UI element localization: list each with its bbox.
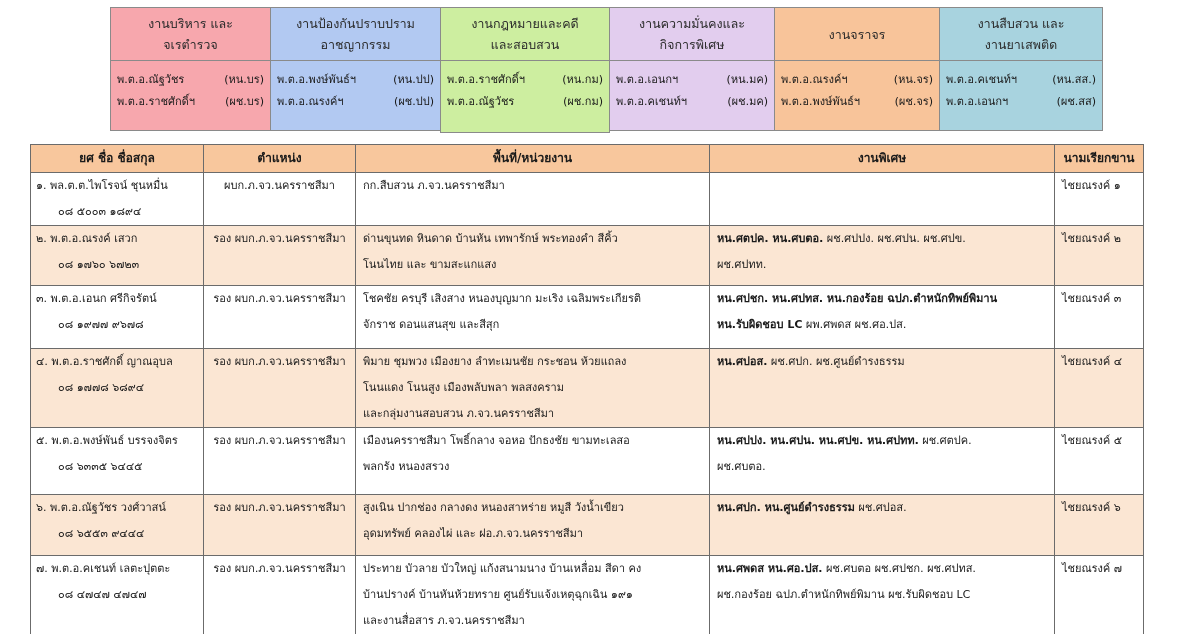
staff-name: พ.ต.อ.ณัฐวัชร [117, 69, 184, 91]
table-row [31, 173, 1144, 226]
staff-role: (ผช.ปป) [394, 91, 434, 113]
dept-staff-line [117, 69, 264, 91]
area-line: จักราช ดอนแสนสุข และสีสุก [363, 312, 702, 338]
dept-box-investigation [939, 7, 1103, 131]
area-line: โนนแดง โนนสูง เมืองพลับพลา พลสงคราม [363, 375, 702, 401]
area-line: กก.สืบสวน ภ.จว.นครราชสีมา [363, 173, 702, 199]
person-phone: ๐๘ ๑๗๖๐ ๖๗๒๓ [36, 252, 196, 278]
special-duty-assist: ผช.ศปก. ผช.ศูนย์ดำรงธรรม [767, 355, 904, 368]
area-cell [356, 349, 710, 428]
callsign-cell: ไชยณรงค์ ๗ [1055, 556, 1144, 634]
area-line: และงานสื่อสาร ภ.จว.นครราชสีมา [363, 608, 702, 634]
dept-title-line: และสอบสวน [491, 34, 560, 55]
staff-role: (ผช.บร) [225, 91, 264, 113]
area-cell [356, 226, 710, 286]
special-duty-lead: หน.ศตปค. หน.ศบตอ. [717, 232, 823, 245]
area-line: โนนไทย และ ขามสะแกแสง [363, 252, 702, 278]
special-duty-assist: ผช.ศบตอ. [717, 460, 766, 473]
name-cell [31, 286, 204, 349]
person-name: ๓. พ.ต.อ.เอนก ศรีกิจรัตน์ [36, 286, 196, 312]
special-line [717, 454, 1047, 480]
position-cell: รอง ผบก.ภ.จว.นครราชสีมา [204, 428, 356, 495]
area-line: ประทาย บัวลาย บัวใหญ่ แก้งสนามนาง บ้านเหลื่อม สีดา คง [363, 556, 702, 582]
area-cell [356, 428, 710, 495]
dept-staff-list [271, 61, 440, 113]
special-line [717, 556, 1047, 582]
staff-role: (หน.มค) [727, 69, 768, 91]
special-duty-assist: ผช.กองร้อย ฉปภ.ตำหนักทิพย์พิมาน ผช.รับผิดชอบ LC [717, 588, 970, 601]
dept-staff-line [946, 69, 1096, 91]
callsign-cell: ไชยณรงค์ ๔ [1055, 349, 1144, 428]
staff-name: พ.ต.อ.ณรงค์ฯ [781, 69, 848, 91]
dept-title-line: อาชญากรรม [321, 34, 391, 55]
special-duty-assist: ผช.ศปทท. [717, 258, 766, 271]
area-line: และกลุ่มงานสอบสวน ภ.จว.นครราชสีมา [363, 401, 702, 427]
dept-staff-line [117, 91, 264, 113]
position-cell: รอง ผบก.ภ.จว.นครราชสีมา [204, 556, 356, 634]
area-cell [356, 173, 710, 226]
person-name: ๖. พ.ต.อ.ณัฐวัชร วงศ์วาสน์ [36, 495, 196, 521]
special-duty-assist: ผช.ศปปง. ผช.ศปน. ผช.ศปข. [823, 232, 966, 245]
dept-staff-line [277, 91, 434, 113]
name-cell [31, 495, 204, 556]
dept-title-line: จเรตำรวจ [163, 34, 218, 55]
position-cell: รอง ผบก.ภ.จว.นครราชสีมา [204, 349, 356, 428]
special-duty-assist: ผช.ศตปค. [919, 434, 972, 447]
col-header-name: ยศ ชื่อ ชื่อสกุล [31, 145, 204, 173]
table-row [31, 495, 1144, 556]
special-duty-lead: หน.รับผิดชอบ LC [717, 318, 802, 331]
special-line [717, 582, 1047, 608]
table-row [31, 556, 1144, 634]
staff-name: พ.ต.อ.ราชศักดิ์ฯ [447, 69, 525, 91]
dept-title-line: งานบริหาร และ [148, 13, 233, 34]
callsign-cell: ไชยณรงค์ ๑ [1055, 173, 1144, 226]
position-cell: รอง ผบก.ภ.จว.นครราชสีมา [204, 226, 356, 286]
staff-role: (หน.กม) [562, 69, 603, 91]
name-cell [31, 173, 204, 226]
assignment-table [30, 144, 1144, 634]
dept-title [111, 8, 270, 61]
name-cell [31, 226, 204, 286]
dept-staff-line [781, 91, 933, 113]
staff-role: (หน.สส.) [1052, 69, 1096, 91]
area-cell [356, 495, 710, 556]
special-line [717, 226, 1047, 252]
dept-title-line: งานสืบสวน และ [978, 13, 1065, 34]
special-line [717, 286, 1047, 312]
dept-staff-list [111, 61, 270, 113]
position-cell: ผบก.ภ.จว.นครราชสีมา [204, 173, 356, 226]
col-header-area: พื้นที่/หน่วยงาน [356, 145, 710, 173]
dept-box-security [609, 7, 775, 131]
special-duty-assist: ผช.ศบตอ ผช.ศปชก. ผช.ศปทส. [822, 562, 975, 575]
area-line: สูงเนิน ปากช่อง กลางดง หนองสาหร่าย หมูสี วังน้ำเขียว [363, 495, 702, 521]
dept-staff-list [610, 61, 774, 113]
staff-name: พ.ต.อ.ราชศักดิ์ฯ [117, 91, 195, 113]
dept-staff-line [447, 69, 603, 91]
special-duty-lead: หน.ศปชก. หน.ศปทส. หน.กองร้อย ฉปภ.ตำหนักทิพย์พิมาน [717, 292, 997, 305]
person-name: ๗. พ.ต.อ.คเชนท์ เลตะปุตตะ [36, 556, 196, 582]
area-line: พลกรัง หนองสรวง [363, 454, 702, 480]
dept-staff-list [775, 61, 939, 113]
staff-role: (หน.บร) [224, 69, 264, 91]
special-duty-assist: ผช.ศปอส. [855, 501, 907, 514]
person-phone: ๐๘ ๑๙๗๗ ๙๖๗๘ [36, 312, 196, 338]
dept-title [940, 8, 1102, 61]
callsign-cell: ไชยณรงค์ ๕ [1055, 428, 1144, 495]
callsign-cell: ไชยณรงค์ ๖ [1055, 495, 1144, 556]
table-row [31, 226, 1144, 286]
staff-role: (ผช.สส) [1057, 91, 1096, 113]
name-cell [31, 349, 204, 428]
staff-name: พ.ต.อ.เอนกฯ [616, 69, 678, 91]
dept-staff-list [940, 61, 1102, 113]
dept-title-line: งานความมั่นคงและ [639, 13, 745, 34]
staff-name: พ.ต.อ.คเชนท์ฯ [946, 69, 1017, 91]
dept-staff-line [277, 69, 434, 91]
area-cell [356, 556, 710, 634]
callsign-cell: ไชยณรงค์ ๒ [1055, 226, 1144, 286]
person-phone: ๐๘ ๖๕๕๓ ๙๔๔๔ [36, 521, 196, 547]
special-cell [710, 226, 1055, 286]
person-name: ๒. พ.ต.อ.ณรงค์ เสวก [36, 226, 196, 252]
name-cell [31, 428, 204, 495]
staff-name: พ.ต.อ.พงษ์พันธ์ฯ [781, 91, 860, 113]
col-header-special: งานพิเศษ [710, 145, 1055, 173]
col-header-position: ตำแหน่ง [204, 145, 356, 173]
person-name: ๔. พ.ต.อ.ราชศักดิ์ ญาณอุบล [36, 349, 196, 375]
dept-staff-list [441, 61, 609, 113]
dept-title-line: กิจการพิเศษ [660, 34, 725, 55]
area-line: บ้านปรางค์ บ้านหันห้วยทราย ศูนย์รับแจ้งเหตุฉุกเฉิน ๑๙๑ [363, 582, 702, 608]
department-header-row [110, 7, 1103, 135]
area-line: พิมาย ชุมพวง เมืองยาง ลำทะเมนชัย กระชอน ห้วยแถลง [363, 349, 702, 375]
dept-staff-line [781, 69, 933, 91]
dept-staff-line [616, 91, 768, 113]
callsign-cell: ไชยณรงค์ ๓ [1055, 286, 1144, 349]
dept-title [610, 8, 774, 61]
dept-title [271, 8, 440, 61]
area-line: เมืองนครราชสีมา โพธิ์กลาง จอหอ ปักธงชัย ขามทะเลสอ [363, 428, 702, 454]
position-cell: รอง ผบก.ภ.จว.นครราชสีมา [204, 495, 356, 556]
staff-name: พ.ต.อ.ณัฐวัชร [447, 91, 514, 113]
special-line [717, 349, 1047, 375]
person-name: ๑. พล.ต.ต.ไพโรจน์ ชุนหมื่น [36, 173, 196, 199]
staff-role: (ผช.มค) [727, 91, 768, 113]
person-phone: ๐๘ ๑๗๗๘ ๖๘๙๔ [36, 375, 196, 401]
dept-box-law [440, 7, 610, 133]
dept-staff-line [447, 91, 603, 113]
area-cell [356, 286, 710, 349]
staff-name: พ.ต.อ.ณรงค์ฯ [277, 91, 344, 113]
special-duty-lead: หน.ศปก. หน.ศูนย์ดำรงธรรม [717, 501, 855, 514]
area-line: อุดมทรัพย์ คลองไผ่ และ ฝอ.ภ.จว.นครราชสีมา [363, 521, 702, 547]
position-cell: รอง ผบก.ภ.จว.นครราชสีมา [204, 286, 356, 349]
special-line [717, 312, 1047, 338]
staff-name: พ.ต.อ.พงษ์พันธ์ฯ [277, 69, 356, 91]
dept-title-line: งานยาเสพติด [985, 34, 1057, 55]
table-body [31, 173, 1144, 634]
person-name: ๕. พ.ต.อ.พงษ์พันธ์ บรรจงจิตร [36, 428, 196, 454]
special-cell [710, 173, 1055, 226]
special-line [717, 428, 1047, 454]
special-cell [710, 495, 1055, 556]
special-cell [710, 428, 1055, 495]
special-duty-lead: หน.ศปอส. [717, 355, 767, 368]
table-header-row [31, 145, 1144, 173]
area-line: โชคชัย ครบุรี เสิงสาง หนองบุญมาก มะเริง เฉลิมพระเกียรติ [363, 286, 702, 312]
special-duty-assist: ผพ.ศพดส ผช.ศอ.ปส. [802, 318, 906, 331]
staff-role: (หน.จร) [894, 69, 933, 91]
staff-role: (ผช.กม) [563, 91, 603, 113]
dept-title-line: งานจราจร [829, 24, 886, 45]
dept-title [441, 8, 609, 61]
table-row [31, 349, 1144, 428]
person-phone: ๐๘ ๖๓๓๕ ๖๔๔๕ [36, 454, 196, 480]
special-cell [710, 286, 1055, 349]
special-cell [710, 349, 1055, 428]
dept-box-admin [110, 7, 271, 131]
staff-role: (ผช.จร) [895, 91, 933, 113]
special-duty-lead: หน.ศพดส หน.ศอ.ปส. [717, 562, 822, 575]
dept-staff-line [946, 91, 1096, 113]
staff-name: พ.ต.อ.คเชนท์ฯ [616, 91, 687, 113]
special-duty-lead: หน.ศปปง. หน.ศปน. หน.ศปข. หน.ศปทท. [717, 434, 919, 447]
col-header-callsign: นามเรียกขาน [1055, 145, 1144, 173]
dept-title-line: งานกฎหมายและคดี [471, 13, 578, 34]
area-line: ด่านขุนทด หินดาด บ้านหัน เทพารักษ์ พระทองคำ สีคิ้ว [363, 226, 702, 252]
person-phone: ๐๘ ๔๗๔๗ ๔๗๔๗ [36, 582, 196, 608]
person-phone: ๐๘ ๕๐๐๓ ๑๘๙๔ [36, 199, 196, 225]
dept-box-traffic [774, 7, 940, 131]
dept-title [775, 8, 939, 61]
table-row [31, 286, 1144, 349]
special-line [717, 495, 1047, 521]
staff-name: พ.ต.อ.เอนกฯ [946, 91, 1008, 113]
special-cell [710, 556, 1055, 634]
special-line [717, 252, 1047, 278]
dept-title-line: งานป้องกันปราบปราม [296, 13, 415, 34]
dept-box-crime-prevention [270, 7, 441, 131]
dept-staff-line [616, 69, 768, 91]
staff-role: (หน.ปป) [393, 69, 434, 91]
name-cell [31, 556, 204, 634]
table-row [31, 428, 1144, 495]
